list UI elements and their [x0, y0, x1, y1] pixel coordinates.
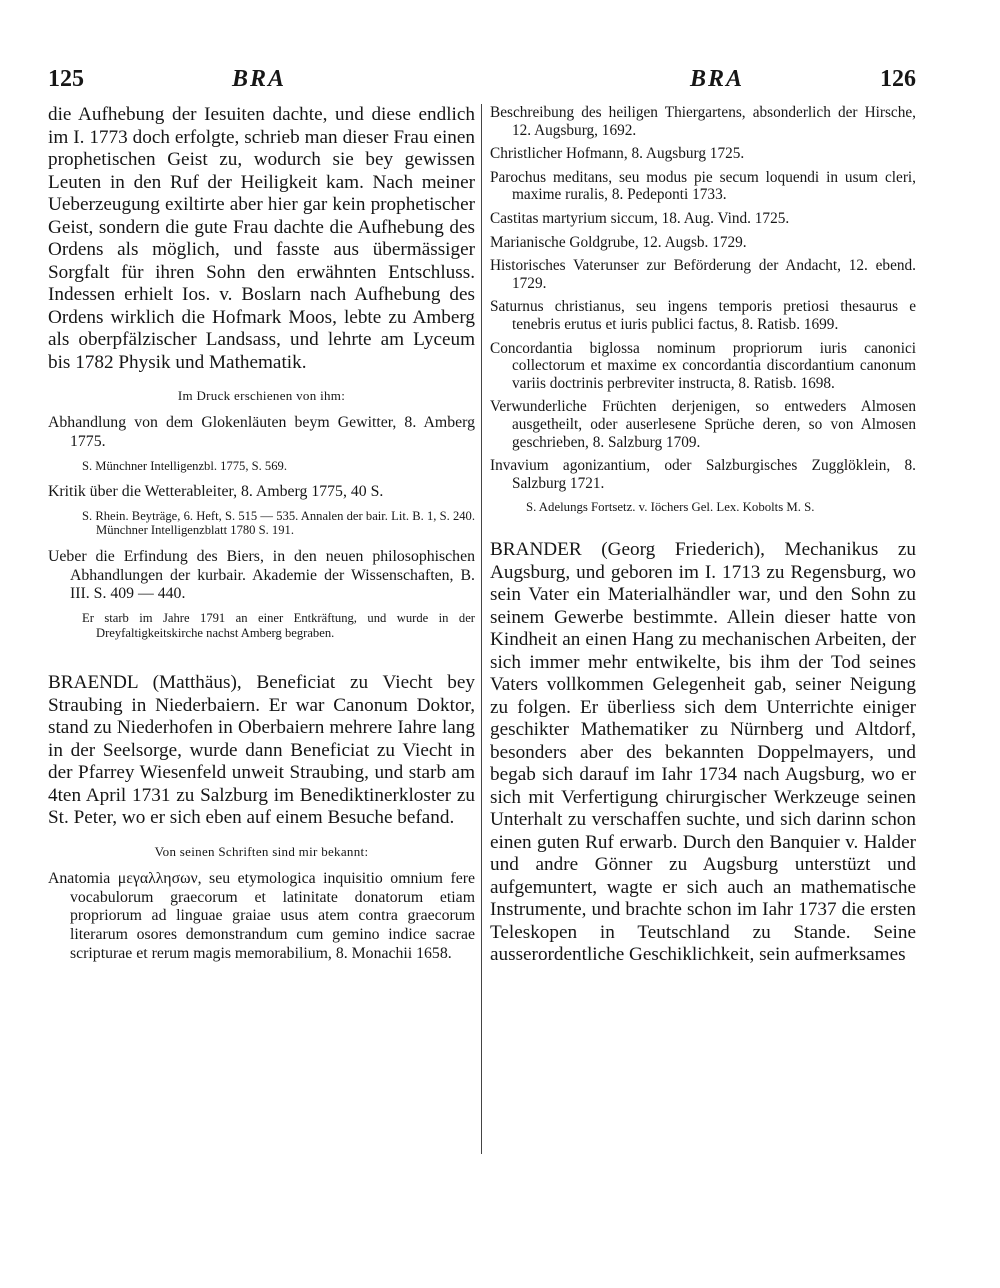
work-title: Kritik über die Wetterableiter, 8. Amberg 1775, 40 S. [48, 483, 384, 501]
braendl-paragraph: BRAENDL (Matthäus), Beneficiat zu Viecht bey Straubing in Niederbaiern. Er war Canonum Doktor, stand zu Niederhofen in Oberbaiern mehrere Iahre lang in der Seelsorge, wurde dann Beneficiat zu Viecht in der Pfarrey Wiesenfeld unweit Straubing, und starb am 4ten April 1731 zu Salzburg im Benediktinerkloster zu St. Peter, wo er sich eben auf einem Besuche befand. [48, 672, 475, 829]
known-writings-heading: Von seinen Schriften sind mir bekannt: [154, 843, 369, 859]
list-item: Marianische Goldgrube, 12. Augsb. 1729. [490, 233, 747, 251]
right-works-list [490, 104, 916, 492]
intro-paragraph: die Aufhebung der Iesuiten dachte, und diese endlich im I. 1773 doch erfolgte, schrieb man dieser Frau einen prophetischen Geist zu, wodurch sie bey gewissen Leuten in den Ruf der Heiligkeit kam. Nach meiner Ueberzeugung exiltirte aber hier gar kein prophetischer Geist, sondern die gute Frau dachte die Aufhebung des Ordens als möglich, und fasste aus übermässiger Sorgfalt für ihren Sohn den erwähnten Entschluss. Indessen erhielt Ios. v. Boslarn nach Aufhebung des Ordens wirklich die Hofmark Moos, lebte zu Amberg als oberpfälzischer Landsass, und lehrte am Lyceum bis 1782 Physik und Mathematik. [48, 104, 475, 373]
list-item: Verwunderliche Früchten derjenigen, so entweders Almosen ausgetheilt, oder auserlesene Sprüche deren, so von Almosen geschrieben, 8. Salzburg 1709. [490, 398, 916, 451]
list-item: Castitas martyrium siccum, 18. Aug. Vind. 1725. [490, 209, 790, 227]
left-column [48, 104, 475, 971]
work-title: Ueber die Erfindung des Biers, in den neuen philosophischen Abhandlungen der kurbair. Akademie der Wissenschaften, B. III. S. 409 — 440. [48, 547, 475, 603]
work-item [48, 414, 475, 473]
work-note: S. Münchner Intelligenzbl. 1775, S. 569. [82, 458, 287, 473]
list-item: Concordantia biglossa nominum propriorum iuris canonici collectorum et maxime ex concordantia discordantium canonum variis doctrinis perbreviter instructa, 8. Ratisb. 1698. [490, 339, 916, 392]
list-item: Christlicher Hofmann, 8. Augsburg 1725. [490, 145, 745, 163]
list-item: Invavium agonizantium, oder Salzburgisches Zugglöklein, 8. Salzburg 1721. [490, 457, 916, 492]
list-item: Parochus meditans, seu modus pie secum loquendi in usum cleri, maxime ruralis, 8. Pedeponti 1733. [490, 168, 916, 204]
work-note: S. Rhein. Beyträge, 6. Heft, S. 515 — 535. Annalen der bair. Lit. B. 1, S. 240. Münchner Intelligenzblatt 1780 S. 191. [82, 508, 475, 538]
list-item: Historisches Vaterunser zur Beförderung der Andacht, 12. ebend. 1729. [490, 257, 916, 292]
right-running-title: BRA [690, 66, 745, 92]
brander-paragraph: BRANDER (Georg Friederich), Mechanikus zu Augsburg, und geboren im I. 1713 zu Regensburg, wo sein Vater ein Materialhändler war, und den Sohn zu seinem Gewerbe bestimmte. Allein dieser hatte von Kindheit an einen Hang zu mechanischen Arbeiten, der sich immer mehr entwikelte, bis ihm der Tod seines Vaters vollkommen Gelegenheit gab, seiner Neigung zu folgen. Er überliess sich dem Unterrichte einiger geschikter Mathematiker zu Nürnberg und Altdorf, besonders aber des bekannten Doppelmayers, und begab sich darauf im Iahr 1734 nach Augsburg, wo er sich mit Verfertigung chirurgischer Werkzeuge seinen Unterhalt zu verschaffen suchte, und sich darinn schon einen guten Ruf erwarb. Durch den Banquier v. Halder und andre Gönner zu Augsburg unterstüzt und aufgemuntert, wagte er sich auch an mathematische Instrumente, und brachte schon im Iahr 1737 die ersten Teleskopen in Teutschland zu Stande. Seine ausserordentliche Geschiklichkeit, sein aufmerksames [490, 539, 916, 966]
works-list [48, 414, 475, 640]
left-page-number: 125 [48, 66, 84, 92]
work-title: Abhandlung von dem Glokenläuten beym Gewitter, 8. Amberg 1775. [48, 414, 475, 450]
anatomia-entry: Anatomia μεγαλλησων, seu etymologica inquisitio omnium fere vocabulorum graecorum et latinitate donatorum etiam propriorum ad linguae graiae usus atem contra graecorum literarum osores demonstrandum cum gemino indice sacrae scripturae et rerum magis memorabilium, 8. Monachii 1658. [48, 869, 475, 962]
list-item: Saturnus christianus, seu ingens temporis pretiosi thesaurus e tenebris erutus et iuris publici factus, 8. Ratisb. 1699. [490, 298, 916, 333]
list-item: Beschreibung des heiligen Thiergartens, absonderlich der Hirsche, 12. Augsburg, 1692. [490, 104, 916, 139]
work-item [48, 483, 475, 538]
left-running-title: BRA [232, 66, 287, 92]
print-heading: Im Druck erschienen von ihm: [177, 388, 346, 403]
column-divider [481, 104, 482, 1154]
source-note: S. Adelungs Fortsetz. v. Iöchers Gel. Lex. Kobolts M. S. [526, 500, 815, 515]
right-column [490, 104, 916, 967]
work-note: Er starb im Jahre 1791 an einer Entkräftung, und wurde in der Dreyfaltigkeitskirche nachst Amberg begraben. [82, 611, 475, 640]
right-page-number: 126 [880, 66, 916, 92]
work-item [48, 548, 475, 640]
